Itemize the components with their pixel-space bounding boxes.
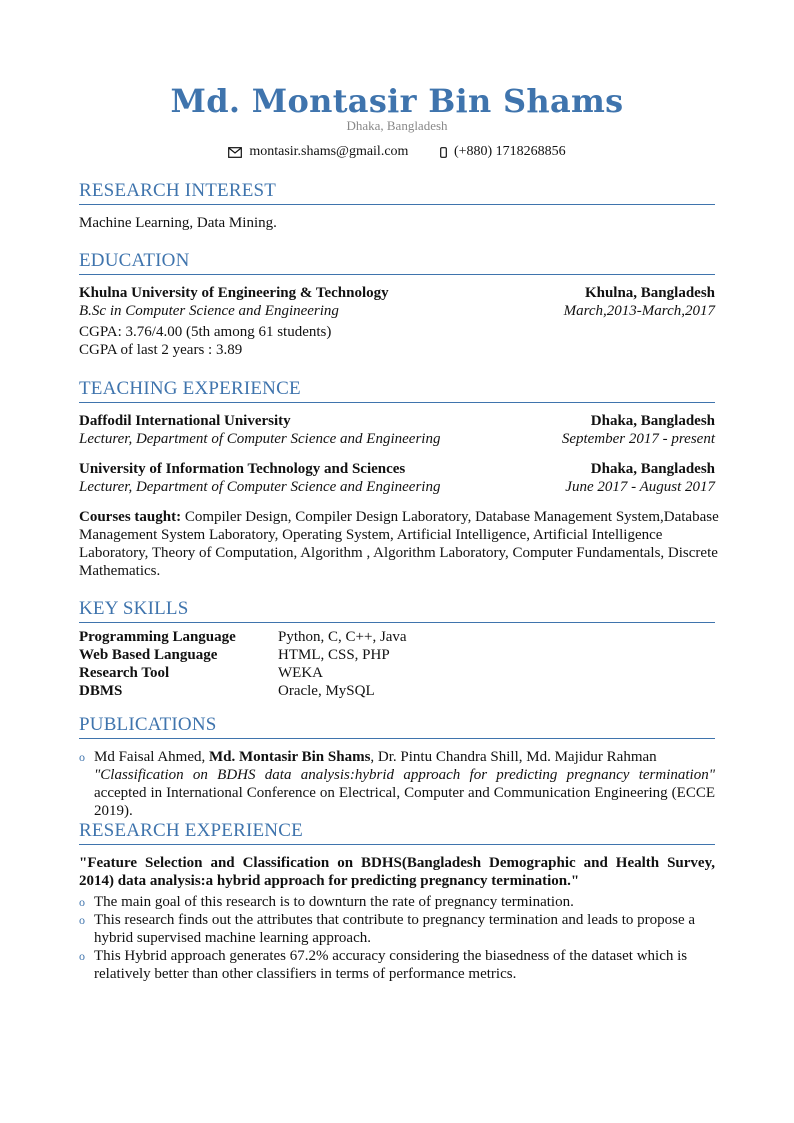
mobile-phone-icon [440, 147, 447, 158]
author-self: Md. Montasir Bin Shams [209, 749, 371, 765]
section-title: KEY SKILLS [79, 598, 715, 623]
bullet-circle-icon: o [79, 895, 85, 909]
research-bullet [79, 911, 715, 947]
candidate-location: Dhaka, Bangladesh [346, 118, 448, 133]
courses-taught [79, 508, 735, 580]
section-publications [79, 714, 715, 820]
dates: March,2013-March,2017 [563, 303, 715, 319]
institution: Daffodil International University [79, 413, 291, 429]
education-entry [79, 284, 715, 359]
skill-value: Oracle, MySQL [278, 683, 375, 699]
institution: University of Information Technology and Sciences [79, 461, 406, 477]
bullet-text: The main goal of this research is to downturn the rate of pregnancy termination. [94, 894, 574, 910]
bullet-text: This research finds out the attributes that contribute to pregnancy termination and leads to propose a hybrid supervised machine learning approach. [94, 912, 696, 946]
bullet-circle-icon: o [79, 949, 85, 963]
candidate-name: Md. Montasir Bin Shams [170, 82, 624, 120]
cgpa-line: CGPA: 3.76/4.00 (5th among 61 students) [79, 324, 332, 340]
skill-key: Web Based Language [79, 647, 218, 663]
skill-row [79, 664, 407, 682]
phone-contact [440, 144, 566, 160]
skill-value: HTML, CSS, PHP [278, 647, 390, 663]
courses-label: Courses taught: [79, 509, 182, 525]
authors-before: Md Faisal Ahmed, [94, 749, 209, 765]
authors-after: , Dr. Pintu Chandra Shill, Md. Majidur Rahman [370, 749, 657, 765]
role: Lecturer, Department of Computer Science and Engineering [79, 431, 441, 447]
research-bullet [79, 893, 715, 911]
section-skills [79, 598, 715, 700]
venue: accepted in International Conference on Electrical, Computer and Communication Engineering (ECCE 2019). [94, 785, 715, 819]
email-text[interactable]: montasir.shams@gmail.com [249, 144, 409, 159]
section-research-interest [79, 180, 715, 232]
bullet-circle-icon: o [79, 750, 85, 764]
skill-row [79, 646, 407, 664]
dates: September 2017 - present [561, 431, 715, 447]
phone-text: (+880) 1718268856 [453, 144, 566, 159]
place: Khulna, Bangladesh [584, 285, 715, 301]
place: Dhaka, Bangladesh [590, 413, 715, 429]
skill-key: Research Tool [79, 665, 170, 681]
skills-table [79, 628, 407, 700]
section-title: PUBLICATIONS [79, 714, 715, 739]
section-research-experience [79, 820, 715, 983]
project-title: "Feature Selection and Classification on BDHS(Bangladesh Demographic and Health Survey, 2014) data analysis:a hybrid approach for predicting pregnancy termination." [79, 855, 715, 889]
role: Lecturer, Department of Computer Science and Engineering [79, 479, 441, 495]
section-education [79, 250, 715, 359]
teaching-entry [79, 460, 715, 496]
dates: June 2017 - August 2017 [565, 479, 715, 495]
bullet-text: This Hybrid approach generates 67.2% accuracy considering the biasedness of the dataset which is relatively better than other classifiers in terms of performance metrics. [94, 948, 688, 982]
skill-key: Programming Language [79, 629, 236, 645]
courses-list: Compiler Design, Compiler Design Laboratory, Database Management System,Database Management System Laboratory, Operating System, Artificial Intelligence, Artificial Intelligence Laboratory, Theory of Computation, Algorithm , Algorithm Laboratory, Computer Fundamentals, Discrete Mathematics. [79, 509, 719, 579]
skill-value: WEKA [278, 665, 323, 681]
section-title: RESEARCH INTEREST [79, 180, 715, 205]
skill-key: DBMS [79, 683, 123, 699]
teaching-entry [79, 412, 715, 448]
skill-value: Python, C, C++, Java [278, 629, 407, 645]
bullet-circle-icon: o [79, 913, 85, 927]
section-title: TEACHING EXPERIENCE [79, 378, 715, 403]
section-title: RESEARCH EXPERIENCE [79, 820, 715, 845]
paper-title: "Classification on BDHS data analysis:hybrid approach for predicting pregnancy termination" [94, 767, 715, 783]
publication-item [79, 748, 715, 820]
section-title: EDUCATION [79, 250, 715, 275]
degree: B.Sc in Computer Science and Engineering [79, 303, 339, 319]
email-contact[interactable] [228, 144, 408, 160]
cgpa-line: CGPA of last 2 years : 3.89 [79, 342, 243, 358]
research-interest-text: Machine Learning, Data Mining. [79, 215, 277, 231]
contact-line [0, 144, 794, 163]
place: Dhaka, Bangladesh [590, 461, 715, 477]
envelope-icon [228, 147, 242, 158]
section-teaching [79, 378, 719, 580]
institution: Khulna University of Engineering & Technology [79, 285, 389, 301]
skill-row [79, 628, 407, 646]
skill-row [79, 682, 407, 700]
research-bullet [79, 947, 715, 983]
